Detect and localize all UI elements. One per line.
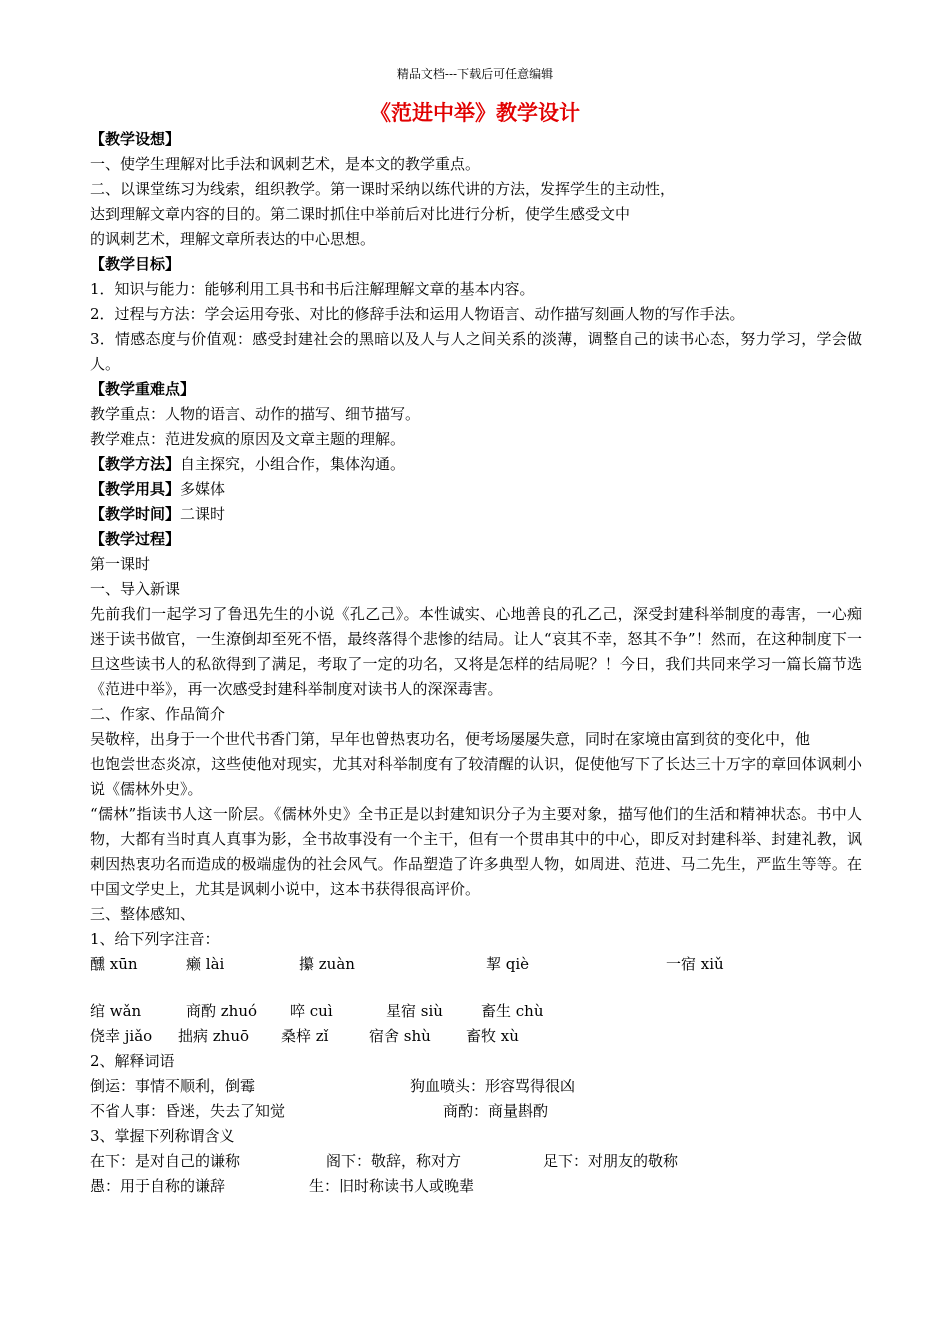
method-text: 自主探究，小组合作，集体沟通。 xyxy=(180,455,406,473)
phonetic-item: 一宿 xiǔ xyxy=(666,955,724,973)
method-heading: 【教学方法】 xyxy=(90,455,181,473)
section1-title: 一、导入新课 xyxy=(90,580,181,598)
title-term-item: 生：旧时称读书人或晚辈 xyxy=(309,1177,475,1195)
term-item: 倒运：事情不顺利，倒霉 xyxy=(90,1077,256,1095)
design-heading: 【教学设想】 xyxy=(90,130,181,148)
phonetic-item: 侥幸 jiǎo xyxy=(90,1027,153,1045)
phonetic-item: 醺 xūn xyxy=(90,955,138,973)
section2-text-3: “儒林”指读书人这一阶层。《儒林外史》全书正是以封建知识分子为主要对象，描写他们的生活和精神状态。书中人物，大都有当时真人真事为影，全书故事没有一个主干，但有一个贯串其中的中心，即反对封建科举、封建礼教，讽刺因热衷功名而造成的极端虚伪的社会风气。作品塑造了许多典型人物，如周进、范进、马二先生，严监生等等。在中国文学史上，尤其是讽刺小说中，这本书获得很高评价。 xyxy=(90,805,862,898)
phonetic-item: 拙病 zhuō xyxy=(178,1027,250,1045)
term-item: 商酌：商量斟酌 xyxy=(443,1102,549,1120)
phonetic-item: 癞 lài xyxy=(186,955,225,973)
section1-text: 先前我们一起学习了鲁迅先生的小说《孔乙己》。本性诚实、心地善良的孔乙己，深受封建科举制度的毒害，一心痴迷于读书做官，一生潦倒却至死不悟，最终落得个悲惨的结局。让人“哀其不幸，怒其不争”！然而，在这种制度下一旦这些读书人的私欲得到了满足，考取了一定的功名，又将是怎样的结局呢？！今日，我们共同来学习一篇长篇节选《范进中举》，再一次感受封建科举制度对读书人的深深毒害。 xyxy=(90,605,862,698)
phonetic-item: 挈 qiè xyxy=(486,955,530,973)
design-line-1: 一、使学生理解对比手法和讽刺艺术，是本文的教学重点。 xyxy=(90,155,481,173)
terms-row-2 xyxy=(90,1099,862,1124)
phonetic-item: 绾 wǎn xyxy=(90,1002,142,1020)
keypoint-2: 教学难点：范进发疯的原因及文章主题的理解。 xyxy=(90,430,406,448)
phonetic-item: 宿舍 shù xyxy=(369,1027,431,1045)
title-term-item: 在下：是对自己的谦称 xyxy=(90,1152,241,1170)
tools-line xyxy=(90,477,862,502)
design-line-4: 的讽刺艺术，理解文章所表达的中心思想。 xyxy=(90,230,376,248)
phonetic-item: 商酌 zhuó xyxy=(186,1002,258,1020)
titles-row-2 xyxy=(90,1174,862,1199)
section2-text-1: 吴敬梓，出身于一个世代书香门第，早年也曾热衷功名，便考场屡屡失意，同时在家境由富到贫的变化中，他 xyxy=(90,730,811,748)
goal-2: 2．过程与方法：学会运用夸张、对比的修辞手法和运用人物语言、动作描写刻画人物的写作手法。 xyxy=(90,305,745,323)
design-line-2: 二、以课堂练习为线索，组织教学。第一课时采纳以练代讲的方法，发挥学生的主动性， xyxy=(90,180,676,198)
header-note: 精品文档---下载后可任意编辑 xyxy=(396,67,554,81)
lesson-label: 第一课时 xyxy=(90,555,151,573)
sub1-title: 1、给下列字注音： xyxy=(90,930,220,948)
method-line xyxy=(90,452,862,477)
document-body xyxy=(90,127,862,1199)
design-line-3: 达到理解文章内容的目的。第二课时抓住中举前后对比进行分析，使学生感受文中 xyxy=(90,205,631,223)
time-heading: 【教学时间】 xyxy=(90,505,181,523)
title-term-item: 足下：对朋友的敬称 xyxy=(543,1152,679,1170)
goals-heading: 【教学目标】 xyxy=(90,255,181,273)
sub2-title: 2、解释词语 xyxy=(90,1052,175,1070)
goal-1: 1．知识与能力：能够利用工具书和书后注解理解文章的基本内容。 xyxy=(90,280,535,298)
document-title: 《范进中举》教学设计 xyxy=(370,100,580,125)
phonetic-row-2 xyxy=(90,999,862,1024)
phonetic-item: 攥 zuàn xyxy=(299,955,355,973)
section2-text-2: 也饱尝世态炎凉，这些使他对现实，尤其对科举制度有了较清醒的认识，促使他写下了长达三十万字的章回体讽刺小说《儒林外史》。 xyxy=(90,755,862,798)
title-term-item: 阁下：敬辞，称对方 xyxy=(326,1152,462,1170)
term-item: 狗血喷头：形容骂得很凶 xyxy=(410,1077,576,1095)
process-heading: 【教学过程】 xyxy=(90,530,181,548)
tools-text: 多媒体 xyxy=(180,480,226,498)
term-item: 不省人事：昏迷，失去了知觉 xyxy=(90,1102,286,1120)
tools-heading: 【教学用具】 xyxy=(90,480,181,498)
phonetic-item: 桑梓 zǐ xyxy=(281,1027,329,1045)
phonetic-item: 畜生 chù xyxy=(481,1002,544,1020)
section2-title: 二、作家、作品简介 xyxy=(90,705,226,723)
phonetic-item: 畜牧 xù xyxy=(466,1027,519,1045)
terms-row-1 xyxy=(90,1074,862,1099)
title-term-item: 愚：用于自称的谦辞 xyxy=(90,1177,226,1195)
keypoints-heading: 【教学重难点】 xyxy=(90,380,196,398)
phonetic-item: 啐 cuì xyxy=(290,1002,333,1020)
goal-3: 3．情感态度与价值观：感受封建社会的黑暗以及人与人之间关系的淡薄，调整自己的读书心态，努力学习，学会做人。 xyxy=(90,330,862,373)
phonetic-row-1 xyxy=(90,952,862,977)
time-text: 二课时 xyxy=(180,505,226,523)
phonetic-row-3 xyxy=(90,1024,862,1049)
section3-title: 三、整体感知、 xyxy=(90,905,196,923)
titles-row-1 xyxy=(90,1149,862,1174)
keypoint-1: 教学重点：人物的语言、动作的描写、细节描写。 xyxy=(90,405,421,423)
phonetic-item: 星宿 siù xyxy=(386,1002,443,1020)
time-line xyxy=(90,502,862,527)
sub3-title: 3、掌握下列称谓含义 xyxy=(90,1127,235,1145)
